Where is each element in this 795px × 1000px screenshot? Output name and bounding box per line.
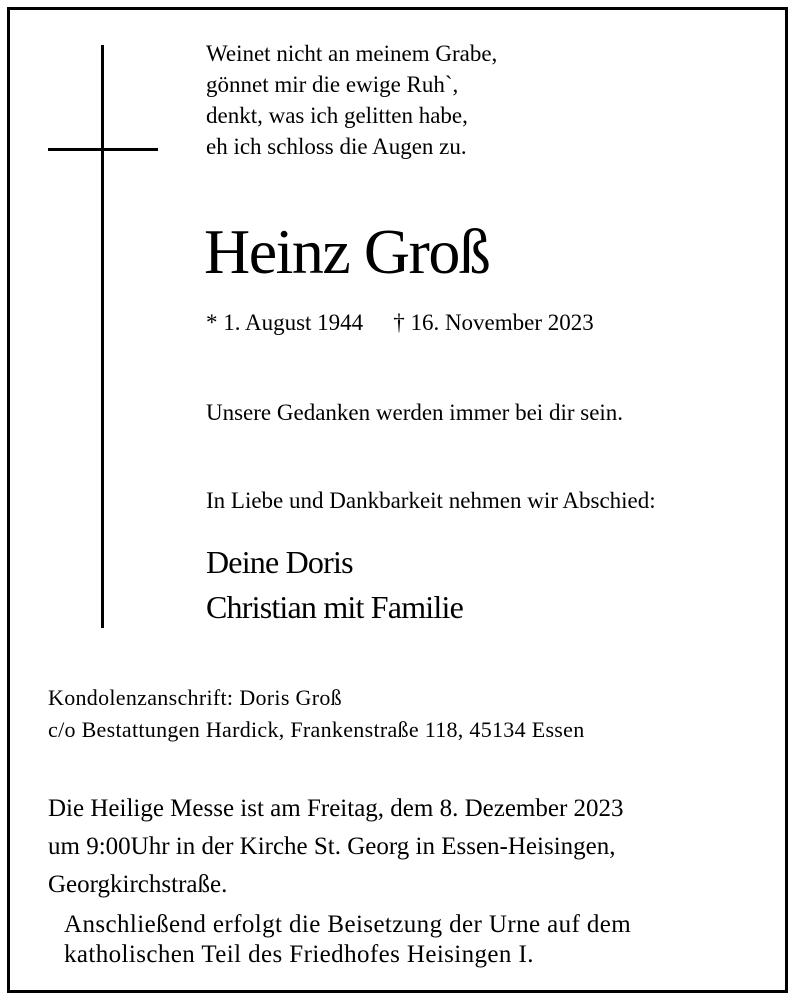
poem-line: eh ich schloss die Augen zu. bbox=[206, 134, 467, 159]
poem-line: Weinet nicht an meinem Grabe, bbox=[206, 41, 498, 66]
mass-line: um 9:00Uhr in der Kirche St. Georg in Essen-Heisingen, bbox=[48, 833, 616, 860]
burial-line: Anschließend erfolgt die Beisetzung der Urne auf dem bbox=[64, 911, 632, 938]
life-dates bbox=[206, 308, 594, 338]
farewell-line: In Liebe und Dankbarkeit nehmen wir Abschied: bbox=[206, 488, 656, 513]
death-date: † 16. November 2023 bbox=[393, 310, 594, 335]
deceased-name: Heinz Groß bbox=[204, 216, 490, 287]
mass-line: Georgkirchstraße. bbox=[48, 871, 228, 898]
poem-line: gönnet mir die ewige Ruh`, bbox=[206, 72, 459, 97]
mass-info bbox=[48, 790, 624, 904]
obituary-notice bbox=[7, 7, 788, 993]
burial-info bbox=[64, 910, 631, 970]
signer: Deine Doris bbox=[206, 544, 353, 580]
condolence-address bbox=[48, 682, 585, 746]
cross-icon bbox=[101, 45, 104, 628]
condolence-label: Kondolenzanschrift: bbox=[48, 685, 234, 710]
burial-line: katholischen Teil des Friedhofes Heisingen I. bbox=[64, 941, 534, 968]
poem bbox=[206, 38, 497, 162]
birth-date: * 1. August 1944 bbox=[206, 310, 364, 335]
signers bbox=[206, 540, 463, 630]
cross-icon-bar bbox=[48, 148, 158, 151]
thought-line: Unsere Gedanken werden immer bei dir sein. bbox=[206, 400, 624, 425]
condolence-street: c/o Bestattungen Hardick, Frankenstraße 118, 45134 Essen bbox=[48, 717, 585, 742]
condolence-name: Doris Groß bbox=[239, 685, 342, 710]
mass-line: Die Heilige Messe ist am Freitag, dem 8. Dezember 2023 bbox=[48, 795, 624, 822]
signer: Christian mit Familie bbox=[206, 589, 463, 625]
poem-line: denkt, was ich gelitten habe, bbox=[206, 103, 468, 128]
